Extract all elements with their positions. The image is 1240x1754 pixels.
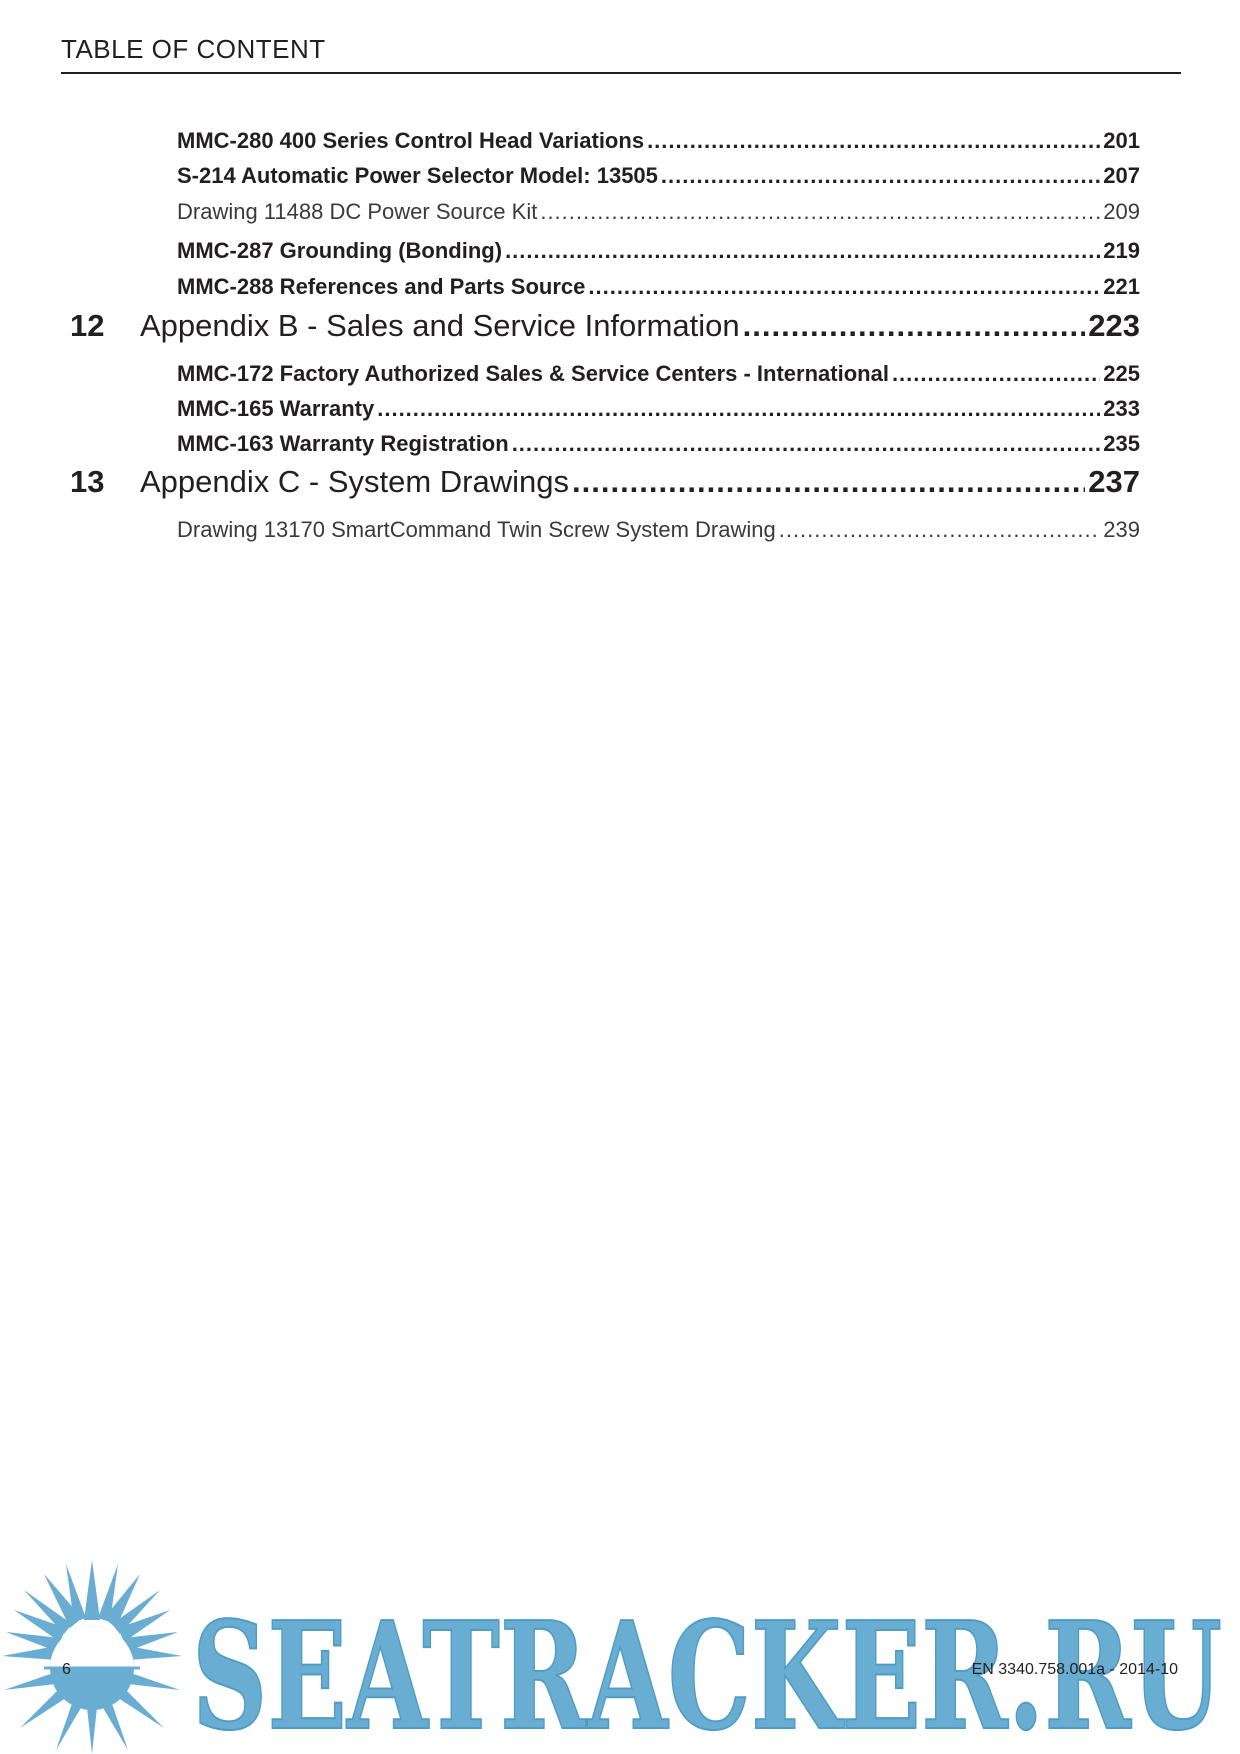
dot-leader <box>540 197 1100 227</box>
dot-leader <box>892 359 1100 389</box>
toc-entry-title: MMC-280 400 Series Control Head Variations <box>177 128 645 153</box>
chapter-title: Appendix C - System Drawings <box>140 464 569 499</box>
toc-entry-page: 221 <box>1103 274 1140 299</box>
toc-entry[interactable] <box>177 161 1140 191</box>
toc-entry[interactable] <box>177 236 1140 266</box>
toc-entry-page: 235 <box>1103 431 1140 456</box>
toc-entry-title: MMC-288 References and Parts Source <box>177 274 586 299</box>
dot-leader <box>588 272 1100 302</box>
document-id: EN 3340.758.001a - 2014-10 <box>971 1661 1178 1678</box>
watermark-text: SEATRACKER.RU <box>192 1589 1222 1754</box>
toc-entry[interactable] <box>177 429 1140 459</box>
chapter-page: 223 <box>1088 308 1140 343</box>
toc-entry-page: 239 <box>1103 517 1140 542</box>
toc-entry-page: 207 <box>1103 163 1140 188</box>
dot-leader <box>647 126 1100 156</box>
sun-icon <box>2 1560 182 1754</box>
toc-entry-title: MMC-165 Warranty <box>177 396 375 421</box>
dot-leader <box>505 236 1100 266</box>
chapter-number: 13 <box>70 464 105 499</box>
toc-entry-title: MMC-287 Grounding (Bonding) <box>177 238 503 263</box>
toc-entry[interactable] <box>177 272 1140 302</box>
dot-leader <box>743 306 1086 346</box>
toc-entry[interactable] <box>177 359 1140 389</box>
page-number: 6 <box>62 1661 71 1678</box>
toc-entry[interactable] <box>177 126 1140 156</box>
toc-entry-title: S-214 Automatic Power Selector Model: 13505 <box>177 163 658 188</box>
table-of-contents <box>0 0 1240 600</box>
toc-entry-title: MMC-163 Warranty Registration <box>177 431 509 456</box>
dot-leader <box>779 515 1101 545</box>
toc-entry[interactable] <box>177 394 1140 424</box>
toc-entry-page: 201 <box>1103 128 1140 153</box>
chapter-number: 12 <box>70 308 105 343</box>
toc-entry-title: Drawing 13170 SmartCommand Twin Screw System Drawing <box>177 517 776 542</box>
toc-entry[interactable] <box>177 197 1140 227</box>
toc-chapter[interactable] <box>70 462 1140 502</box>
dot-leader <box>572 462 1085 502</box>
chapter-title: Appendix B - Sales and Service Information <box>140 308 740 343</box>
dot-leader <box>377 394 1100 424</box>
toc-entry-page: 219 <box>1103 238 1140 263</box>
toc-entry[interactable] <box>177 515 1140 545</box>
toc-entry-title: Drawing 11488 DC Power Source Kit <box>177 199 538 224</box>
chapter-page: 237 <box>1088 464 1140 499</box>
dot-leader <box>512 429 1101 459</box>
watermark <box>0 1560 1240 1754</box>
toc-entry-title: MMC-172 Factory Authorized Sales & Service Centers - International <box>177 361 889 386</box>
toc-entry-page: 233 <box>1103 396 1140 421</box>
toc-chapter[interactable] <box>70 306 1140 346</box>
page-title: TABLE OF CONTENT <box>61 34 326 64</box>
toc-entry-page: 209 <box>1103 199 1140 224</box>
dot-leader <box>661 161 1100 191</box>
toc-entry-page: 225 <box>1103 361 1140 386</box>
